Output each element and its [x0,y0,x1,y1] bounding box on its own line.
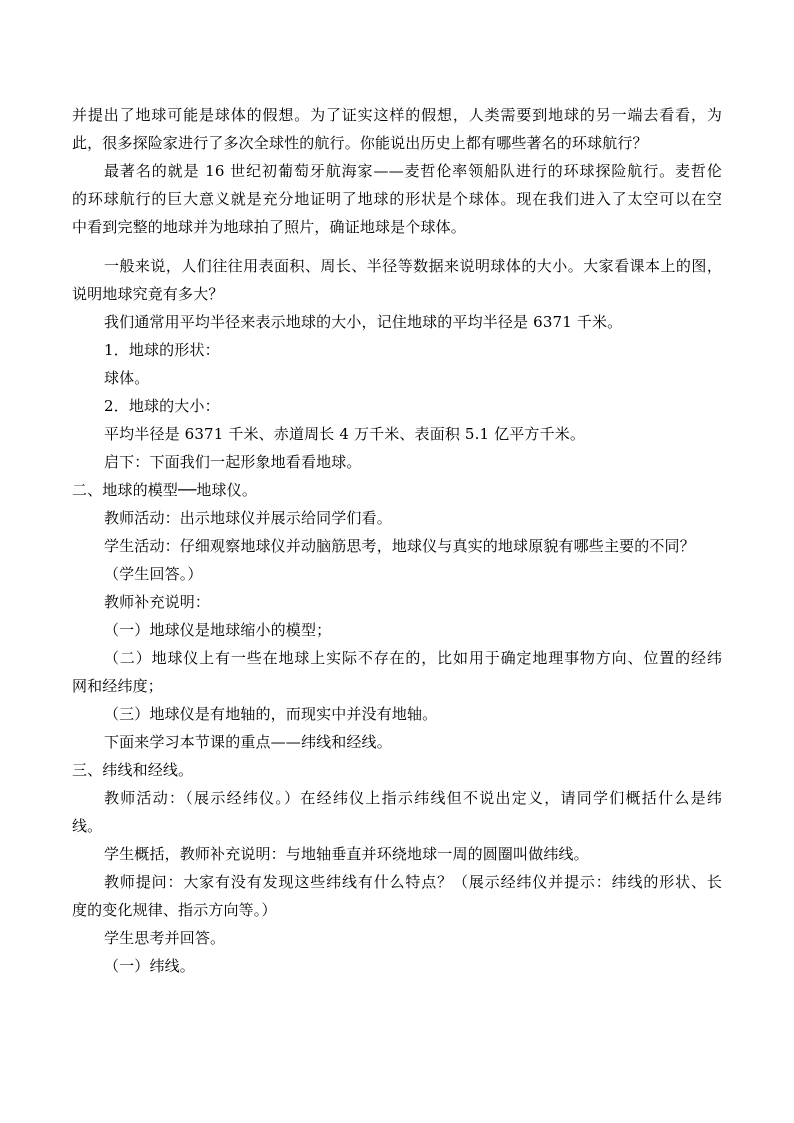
text-line: 平均半径是 6371 千米、赤道周长 4 万千米、表面积 5.1 亿平方千米。 [104,425,586,443]
text-line: 下面来学习本节课的重点——纬线和经线。 [104,733,392,751]
text-line: 并提出了地球可能是球体的假想。为了证实这样的假想，人类需要到地球的另一端去看看，为 [72,106,722,124]
section-heading: 1．地球的形状： [104,341,220,359]
text-line: （一）地球仪是地球缩小的模型； [104,621,332,639]
text-line: 中看到完整的地球并为地球拍了照片，确证地球是个球体。 [72,218,466,236]
text-line: （三）地球仪是有地轴的，而现实中并没有地轴。 [104,705,438,723]
text-line: 学生活动：仔细观察地球仪并动脑筋思考，地球仪与真实的地球原貌有哪些主要的不同？ [104,537,695,555]
text-line: 我们通常用平均半径来表示地球的大小，记住地球的平均半径是 6371 千米。 [104,313,623,331]
section-heading: （一）纬线。 [104,957,195,975]
text-line: 学生思考并回答。 [104,929,226,947]
text-line: 球体。 [104,369,150,387]
text-line: 教师提问：大家有没有发现这些纬线有什么特点？（展示经纬仪并提示：纬线的形状、长 [104,873,722,891]
section-heading: 2．地球的大小： [104,397,220,415]
text-line: 最著名的就是 16 世纪初葡萄牙航海家——麦哲伦率领船队进行的环球探险航行。麦哲伦 [104,162,722,180]
section-heading: 二、地球的模型──地球仪。 [72,481,258,499]
text-line: 启下：下面我们一起形象地看看地球。 [104,453,362,471]
text-line: 一般来说，人们往往用表面积、周长、半径等数据来说明球体的大小。大家看课本上的图， [104,257,722,275]
text-line: 教师活动：（展示经纬仪。）在经纬仪上指示纬线但不说出定义，请同学们概括什么是纬 [104,789,722,807]
text-line: 教师活动：出示地球仪并展示给同学们看。 [104,509,392,527]
text-line: 的环球航行的巨大意义就是充分地证明了地球的形状是个球体。现在我们进入了太空可以在空 [72,190,722,208]
text-line: 教师补充说明： [104,593,211,611]
text-line: （二）地球仪上有一些在地球上实际不存在的，比如用于确定地理事物方向、位置的经纬 [104,649,722,667]
text-line: 说明地球究竟有多大？ [72,285,224,303]
text-line: 此，很多探险家进行了多次全球性的航行。你能说出历史上都有哪些著名的环球航行？ [72,134,648,152]
section-heading: 三、纬线和经线。 [72,761,194,779]
text-line: （学生回答。） [104,565,203,583]
text-line: 学生概括，教师补充说明：与地轴垂直并环绕地球一周的圆圈叫做纬线。 [104,845,589,863]
text-line: 网和经纬度； [72,677,163,695]
text-line: 度的变化规律、指示方向等。） [72,901,277,919]
text-line: 线。 [72,817,103,835]
